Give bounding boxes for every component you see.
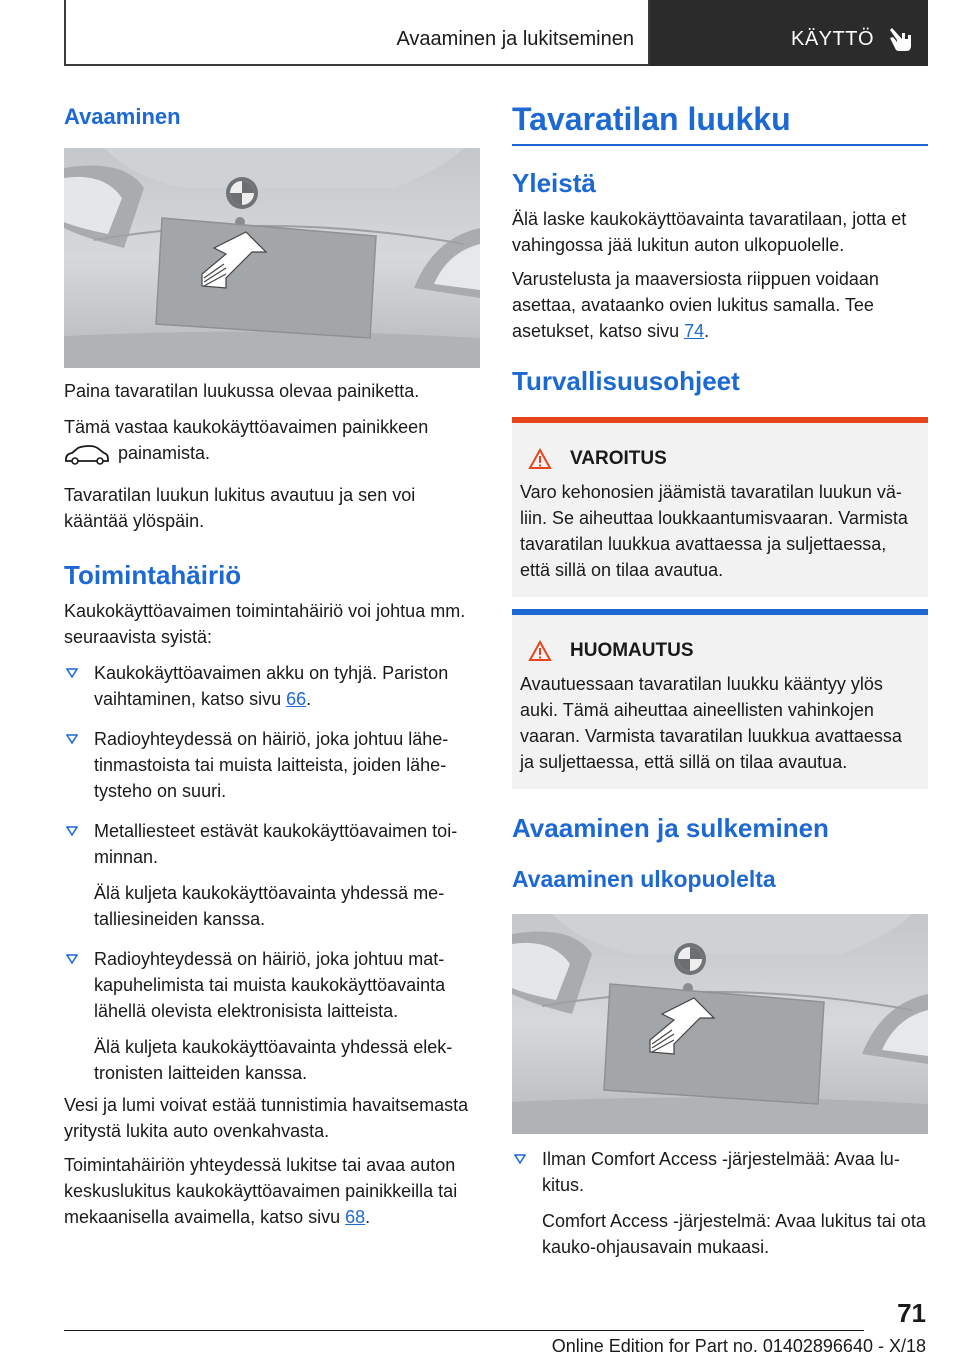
bullet-item [512,1146,928,1260]
triangle-bullet-icon [66,734,78,744]
header-section-title: Avaaminen ja lukitseminen [396,28,634,50]
hand-pointer-icon [886,24,916,54]
right-column [512,100,928,1260]
paragraph-settings-end: . [704,320,710,341]
bullet-item [64,818,480,932]
warning-box [512,417,928,597]
paragraph-remote-equivalent-a: Tämä vastaa kaukokäyttöavaimen painikkeen [64,417,429,438]
page-header [64,0,928,66]
bullet-extra-text: Älä kuljeta kaukokäyttöavainta yhdessä elektronisten laitteiden kanssa. [94,1036,453,1083]
warning-title-row [520,445,920,473]
section-heading-open-outside: Avaaminen ulkopuolelta [512,865,776,892]
bullet-text-end: . [306,688,312,709]
header-chapter-title: KÄYTTÖ [790,28,874,50]
warning-title: VAROITUS [570,447,667,469]
bullet-extra-text: Comfort Access -järjestelmä: Avaa lukitus tai ota kauko-ohjausavain mukaasi. [542,1210,926,1257]
bullet-text: Radioyhteydessä on häiriö, joka johtuu matkapuhelimista tai muista kaukokäyttöavainta lähellä olevista elektronisista laitteista. [94,948,446,1021]
triangle-bullet-icon [66,826,78,836]
header-chapter-box [650,0,928,66]
bullet-item [64,946,480,1086]
bullet-item [64,660,480,712]
bullet-text: Metalliesteet estävät kaukokäyttöavaimen toiminnan. [94,820,458,867]
paragraph-dont-leave-key: Älä laske kaukokäyttöavainta tavaratilaan, jotta et vahingossa jää lukitun auton ulkopuolelle. [512,208,907,255]
paragraph-central-locking-end: . [365,1206,371,1227]
notice-text: Avautuessaan tavaratilan luukku kääntyy ylös auki. Tämä aiheuttaa aineellisten vahinkojen vaaran. Varmista tavaratilan luukkua avattaessa ja suljettaessa, että sillä on tilaa avautua. [520,673,902,772]
notice-box [512,609,928,789]
page-link-66[interactable]: 66 [286,688,307,709]
paragraph-remote-equivalent-b: painamista. [118,443,211,464]
paragraph-settings [512,266,928,344]
header-section-box [64,0,650,66]
bullet-text: Ilman Comfort Access -järjestelmää: Avaa lukitus. [542,1148,900,1195]
warning-text: Varo kehonosien jäämistä tavaratilan luukun väliin. Se aiheuttaa loukkaantumisvaaran. Varmista tavaratilan luukkua avattaessa ja suljettaessa, että sillä on tilaa avautua. [520,481,908,580]
paragraph-fault-intro: Kaukokäyttöavaimen toimintahäiriö voi johtua mm. seuraavista syistä: [64,600,466,647]
left-column [64,100,480,1230]
warning-triangle-icon [528,448,552,470]
triangle-bullet-icon [66,954,78,964]
car-remote-icon [64,444,110,466]
page-link-68[interactable]: 68 [345,1206,366,1227]
bullet-text: Kaukokäyttöavaimen akku on tyhjä. Pariston vaihtaminen, katso sivu [94,662,449,709]
trunk-lid-figure-2 [512,914,928,1134]
page-title: Tavaratilan luukku [512,101,791,137]
section-heading-fault: Toimintahäiriö [64,560,242,591]
footer-edition: Online Edition for Part no. 01402896640 - X/18 [551,1336,926,1356]
notice-triangle-icon [528,640,552,662]
paragraph-central-locking [64,1152,480,1230]
footer-divider [64,1330,864,1331]
notice-title-row [520,637,920,665]
paragraph-water-snow: Vesi ja lumi voivat estää tunnistimia havaitsemasta yritystä lukita auto ovenkahvasta. [64,1094,469,1141]
bullet-extra-text: Älä kuljeta kaukokäyttöavainta yhdessä metalliesineiden kanssa. [94,882,445,929]
page-number: 71 [897,1298,926,1328]
paragraph-settings-text: Varustelusta ja maaversiosta riippuen voidaan asettaa, avataanko ovien lukitus samalla. Tee asetukset, katso sivu [512,268,879,341]
section-heading-open-close: Avaaminen ja sulkeminen [512,812,829,843]
paragraph-central-locking-text: Toimintahäiriön yhteydessä lukitse tai avaa auton keskuslukitus kaukokäyttöavaimen painikkeilla tai mekaanisella avaimella, katso sivu [64,1154,458,1227]
trunk-lid-illustration-2 [512,914,928,1134]
paragraph-lock-opens: Tavaratilan luukun lukitus avautuu ja sen voi kääntää ylöspäin. [64,485,416,532]
paragraph-remote-equivalent [64,414,480,466]
bullet-item [64,726,480,804]
trunk-lid-illustration [64,148,480,368]
section-heading-general: Yleistä [512,168,596,199]
triangle-bullet-icon [66,668,78,678]
title-divider [512,144,928,146]
triangle-bullet-icon [514,1154,526,1164]
section-heading-safety: Turvallisuusohjeet [512,365,740,396]
trunk-lid-figure [64,148,480,368]
bullet-text: Radioyhteydessä on häiriö, joka johtuu lähetinmastoista tai muista laitteista, joiden lähetysteho on suuri. [94,728,449,801]
section-heading-avaaminen: Avaaminen [64,104,181,129]
page-link-74[interactable]: 74 [684,320,705,341]
paragraph-press-button: Paina tavaratilan luukussa olevaa painiketta. [64,381,420,402]
notice-title: HUOMAUTUS [570,639,694,661]
